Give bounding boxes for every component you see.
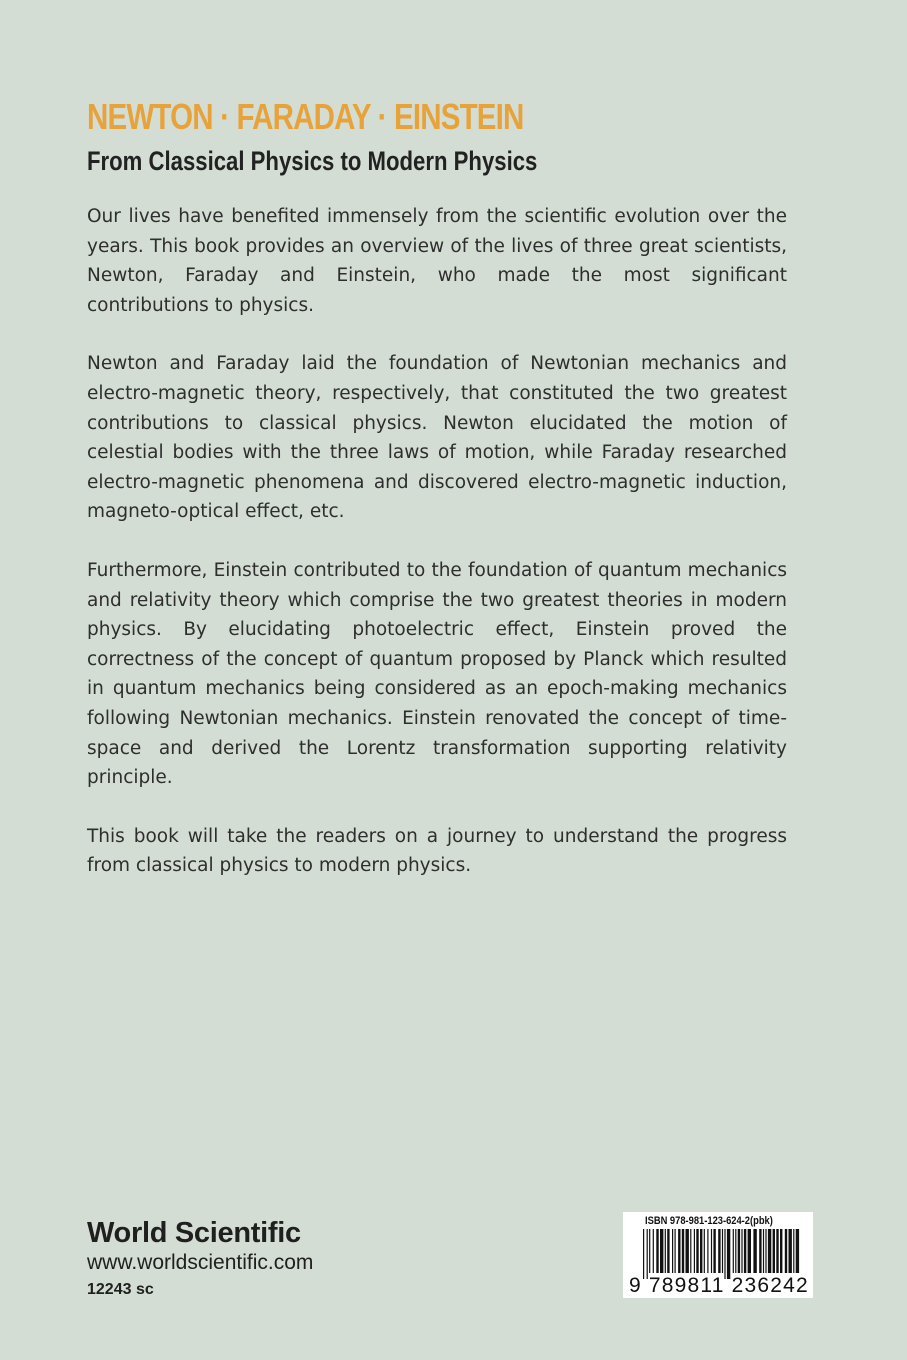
barcode-bar [711,1229,712,1273]
barcode-bar [643,1229,644,1279]
blurb-paragraph-4: This book will take the readers on a journey to understand the progress from classical physics to modern physics. [87,825,787,877]
barcode-bar [741,1229,742,1273]
barcode-bar [776,1229,778,1273]
barcode-bar [724,1229,725,1279]
barcode-bar [694,1229,695,1273]
barcode-bar [733,1229,734,1273]
barcode-bar [660,1229,663,1273]
barcode-bar [789,1229,792,1273]
barcode-bar [727,1229,730,1279]
barcode-bar [738,1229,740,1273]
barcode-bar [773,1229,775,1273]
barcode-bar [793,1229,794,1273]
blurb-paragraph-3: Furthermore, Einstein contributed to the foundation of quantum mechanics and relativity theory which comprise the two greatest theories in modern physics. By elucidating photoelectric effect, Einstein proved the correctness of the concept of quantum proposed by Planck which resulted in quantum mechanics being considered as an epoch-making mechanics following Newtonian mechanics. Einstein renovated the concept of time-space and derived the Lorentz transformation supporting relativity principle. [87,559,787,789]
barcode-bar [649,1229,650,1273]
barcode-bar [735,1229,736,1273]
publisher-name: World Scientific [87,1217,301,1249]
barcode-bar [744,1229,746,1273]
blurb-paragraph-2: Newton and Faraday laid the foundation of Newtonian mechanics and electro-magnetic theory, respectively, that constituted the two greatest contributions to classical physics. Newton elucidated the motion of celestial bodies with the three laws of motion, while Faraday researched electro-magnetic phenomena and discovered electro-magnetic induction, magneto-optical effect, etc. [87,353,787,523]
barcode-bar [682,1229,684,1273]
barcode-bar [753,1229,756,1273]
barcode-bar [748,1229,751,1273]
barcode-bar [713,1229,715,1273]
barcode-bar [672,1229,673,1273]
barcode-bar [759,1229,761,1273]
barcode-bar [722,1229,723,1273]
book-subtitle: From Classical Physics to Modern Physics [87,146,538,176]
barcode-bar [707,1229,708,1273]
barcode-bar [667,1229,669,1273]
barcode-bar [785,1229,787,1273]
publisher-url: www.worldscientific.com [87,1251,314,1274]
barcode-digits: 9 789811 236242 [629,1274,809,1297]
barcode-bar [678,1229,680,1273]
isbn-barcode [623,1212,813,1298]
barcode-bar [696,1229,698,1273]
barcode-bar [763,1229,764,1273]
barcode-bar [653,1229,654,1273]
barcode-bar [780,1229,782,1273]
barcode-bar [796,1229,799,1273]
barcode-bar [665,1229,666,1273]
publisher-code: 12243 sc [87,1281,154,1298]
barcode-bar [704,1229,705,1273]
publisher-block [87,1216,313,1304]
barcode-bar [768,1229,771,1273]
barcode-bar [656,1229,658,1273]
book-title: NEWTON · FARADAY · EINSTEIN [87,96,524,137]
barcode-bar [686,1229,689,1273]
blurb [87,202,787,910]
isbn-label: ISBN 978-981-123-624-2(pbk) [645,1215,773,1227]
barcode-bar [700,1229,702,1273]
blurb-paragraph-1: Our lives have benefited immensely from the scientific evolution over the years. This book provides an overview of the lives of three great scientists, Newton, Faraday and Einstein, who made the most significant contributions to physics. [87,206,787,316]
barcode-bar [718,1229,720,1273]
barcode-bar [690,1229,691,1273]
barcode-bar [765,1229,766,1273]
barcode-bar [675,1229,676,1273]
barcode-bar [647,1229,648,1279]
